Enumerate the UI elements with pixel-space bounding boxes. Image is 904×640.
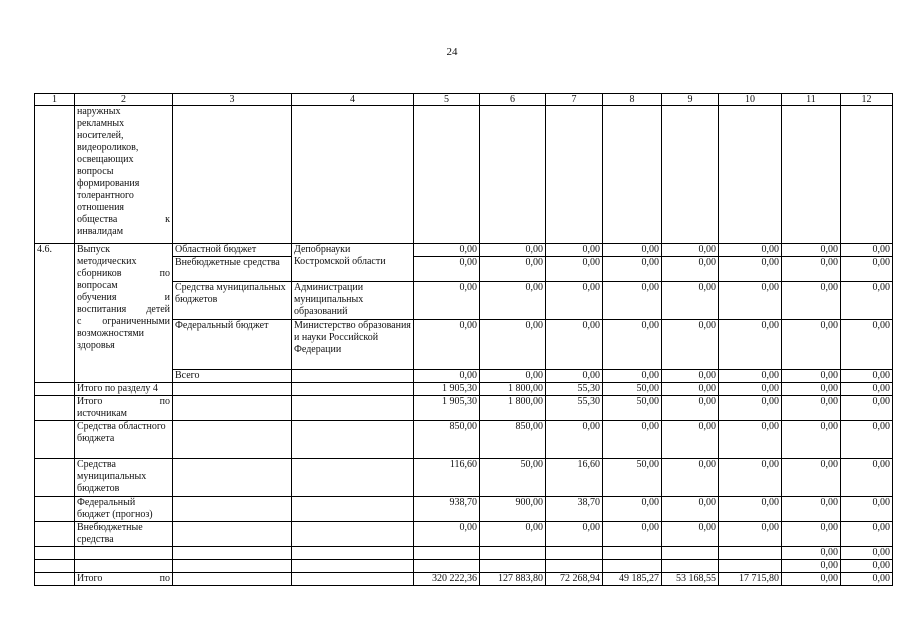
summary-label: Средства областного бюджета bbox=[75, 421, 173, 459]
col-header: 6 bbox=[480, 94, 546, 106]
funding-source: Областной бюджет bbox=[173, 244, 292, 257]
funding-source: Средства муниципальных бюджетов bbox=[173, 282, 292, 320]
value-cell: 0,00 bbox=[841, 244, 893, 257]
col-header: 10 bbox=[719, 94, 782, 106]
col-header: 1 bbox=[35, 94, 75, 106]
summary-label: Итого по разделу 4 bbox=[75, 383, 173, 396]
program-funding-table bbox=[34, 93, 893, 586]
value-cell: 0,00 bbox=[719, 244, 782, 257]
col-header: 12 bbox=[841, 94, 893, 106]
col-header: 4 bbox=[292, 94, 414, 106]
item-number: 4.6. bbox=[35, 244, 75, 383]
item-4-6-row-1 bbox=[35, 244, 893, 257]
col-header: 2 bbox=[75, 94, 173, 106]
empty-row: 0,00 0,00 bbox=[35, 547, 893, 560]
value-cell: 0,00 bbox=[782, 244, 841, 257]
funding-source: Всего bbox=[173, 370, 292, 383]
col-header: 11 bbox=[782, 94, 841, 106]
page-number: 24 bbox=[446, 46, 458, 58]
value-cell: 0,00 bbox=[662, 244, 719, 257]
executor: Министерство образования и науки Российской Федерации bbox=[292, 320, 414, 370]
executor: Администрации муниципальных образований bbox=[292, 282, 414, 320]
executor: Депобрнауки Костромской области bbox=[292, 244, 414, 282]
summary-row-federal: Федеральный бюджет (прогноз) 938,70 900,00 38,70 0,00 0,00 0,00 0,00 0,00 bbox=[35, 497, 893, 522]
grand-total-label: Итого по bbox=[75, 573, 173, 586]
summary-row-municipal: Средства муниципальных бюджетов 116,60 50,00 16,60 50,00 0,00 0,00 0,00 0,00 bbox=[35, 459, 893, 497]
value-cell: 0,00 bbox=[546, 244, 603, 257]
total-value: 72 268,94 bbox=[546, 573, 603, 586]
summary-row-by-sources: Итого по источникам 1 905,30 1 800,00 55,30 50,00 0,00 0,00 0,00 0,00 bbox=[35, 396, 893, 421]
summary-row-regional: Средства областного бюджета 850,00 850,00 0,00 0,00 0,00 0,00 0,00 0,00 bbox=[35, 421, 893, 459]
total-value: 127 883,80 bbox=[480, 573, 546, 586]
col-header: 7 bbox=[546, 94, 603, 106]
continuation-description: наружных рекламных носителей, видеороликов, освещающих вопросы формирования толерантного отношения общества к инвалидам bbox=[75, 106, 173, 244]
value-cell: 0,00 bbox=[480, 244, 546, 257]
total-value: 17 715,80 bbox=[719, 573, 782, 586]
continuation-row bbox=[35, 106, 893, 244]
total-value: 0,00 bbox=[782, 573, 841, 586]
col-header: 5 bbox=[414, 94, 480, 106]
summary-label: Средства муниципальных бюджетов bbox=[75, 459, 173, 497]
value-cell: 0,00 bbox=[603, 244, 662, 257]
item-4-6-description: Выпуск методических сборников по вопросам обучения и воспитания детей с ограниченными возможностями здоровья bbox=[75, 244, 173, 383]
col-header: 9 bbox=[662, 94, 719, 106]
total-value: 0,00 bbox=[841, 573, 893, 586]
grand-total-row bbox=[35, 573, 893, 586]
item-4-6-row-4: Федеральный бюджет Министерство образования и науки Российской Федерации 0,00 0,00 0,00 0,00 0,00 0,00 0,00 0,00 bbox=[35, 320, 893, 370]
summary-row-extrabudget: Внебюджетные средства 0,00 0,00 0,00 0,00 0,00 0,00 0,00 0,00 bbox=[35, 522, 893, 547]
value-cell: 0,00 bbox=[414, 244, 480, 257]
item-4-6-row-2: Внебюджетные средства 0,00 0,00 0,00 0,00 0,00 0,00 0,00 0,00 bbox=[35, 257, 893, 282]
funding-source: Внебюджетные средства bbox=[173, 257, 292, 282]
total-value: 53 168,55 bbox=[662, 573, 719, 586]
column-number-row bbox=[35, 94, 893, 106]
col-header: 8 bbox=[603, 94, 662, 106]
summary-label: Федеральный бюджет (прогноз) bbox=[75, 497, 173, 522]
total-value: 320 222,36 bbox=[414, 573, 480, 586]
summary-label: Итого по источникам bbox=[75, 396, 173, 421]
col-header: 3 bbox=[173, 94, 292, 106]
item-4-6-row-3: Средства муниципальных бюджетов Администрации муниципальных образований 0,00 0,00 0,00 0,00 0,00 0,00 0,00 0,00 bbox=[35, 282, 893, 320]
summary-label: Внебюджетные средства bbox=[75, 522, 173, 547]
item-4-6-total-row: Всего 0,00 0,00 0,00 0,00 0,00 0,00 0,00 0,00 bbox=[35, 370, 893, 383]
summary-row-section-4: Итого по разделу 4 1 905,30 1 800,00 55,30 50,00 0,00 0,00 0,00 0,00 bbox=[35, 383, 893, 396]
funding-source: Федеральный бюджет bbox=[173, 320, 292, 370]
total-value: 49 185,27 bbox=[603, 573, 662, 586]
empty-row: 0,00 0,00 bbox=[35, 560, 893, 573]
